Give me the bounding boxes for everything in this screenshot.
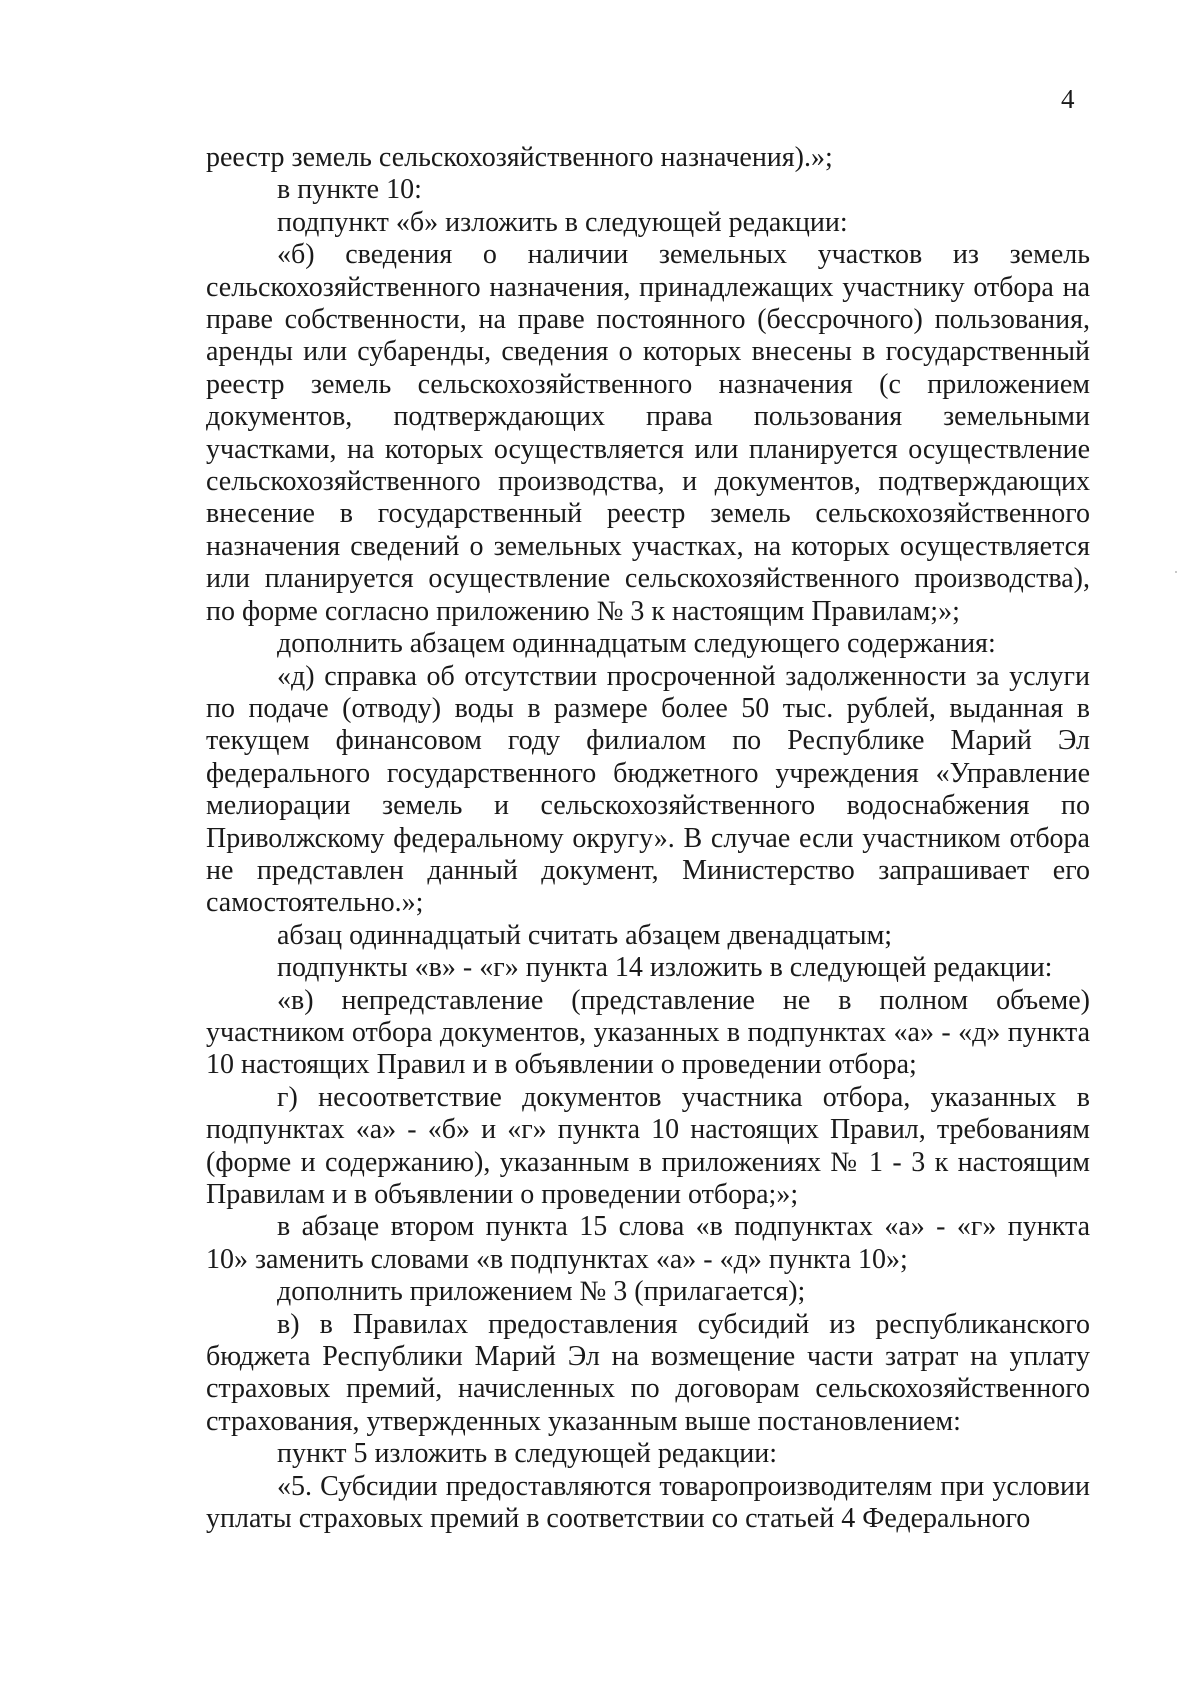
- paragraph: в абзаце втором пункта 15 слова «в подпунктах «а» - «г» пункта 10» заменить словами «в подпунктах «а» - «д» пункта 10»;: [206, 1211, 1090, 1275]
- paragraph: «5. Субсидии предоставляются товаропроизводителям при условии уплаты страховых премий в соответствии со статьей 4 Федерального: [206, 1470, 1090, 1535]
- paragraph: подпункт «б» изложить в следующей редакции:: [277, 206, 848, 238]
- paragraph: «в) непредставление (представление не в полном объеме) участником отбора документов, указанных в подпунктах «а» - «д» пункта 10 настоящих Правил и в объявлении о проведении отбора;: [206, 984, 1090, 1081]
- paragraph: г) несоответствие документов участника отбора, указанных в подпунктах «а» - «б» и «г» пункта 10 настоящих Правил, требованиям (форме и содержанию), указанным в приложениях № 1 - 3 к настоящим Правилам и в объявлении о проведении отбора;»;: [206, 1081, 1090, 1210]
- page-number: 4: [1061, 84, 1075, 114]
- paragraph: в) в Правилах предоставления субсидий из республиканского бюджета Республики Марий Эл на возмещение части затрат на уплату страховых премий, начисленных по договорам сельскохозяйственного страхования, утвержденных указанным выше постановлением:: [206, 1308, 1090, 1437]
- paragraph: дополнить приложением № 3 (прилагается);: [277, 1276, 806, 1308]
- paragraph: абзац одиннадцатый считать абзацем двенадцатым;: [277, 919, 893, 951]
- paragraph: «д) справка об отсутствии просроченной задолженности за услуги по подаче (отводу) воды в размере более 50 тыс. рублей, выданная в текущем финансовом году филиалом по Республике Марий Эл федерального государственного бюджетного учреждения «Управление мелиорации земель и сельскохозяйственного водоснабжения по Приволжскому федеральному округу». В случае если участником отбора не представлен данный документ, Министерство запрашивает его самостоятельно.»;: [206, 660, 1090, 919]
- paragraph: дополнить абзацем одиннадцатым следующего содержания:: [277, 628, 996, 660]
- paragraph: «б) сведения о наличии земельных участков из земель сельскохозяйственного назначения, принадлежащих участнику отбора на праве собственности, на праве постоянного (бессрочного) пользования, аренды или субаренды, сведения о которых внесены в государственный реестр земель сельскохозяйственного назначения (с приложением документов, подтверждающих права пользования земельными участками, на которых осуществляется или планируется осуществление сельскохозяйственного производства, и документов, подтверждающих внесение в государственный реестр земель сельскохозяйственного назначения сведений о земельных участках, на которых осуществляется или планируется осуществление сельскохозяйственного производства), по форме согласно приложению № 3 к настоящим Правилам;»;: [206, 239, 1090, 627]
- scan-speck: [1175, 571, 1177, 573]
- paragraph: пункт 5 изложить в следующей редакции:: [277, 1438, 777, 1470]
- paragraph: реестр земель сельскохозяйственного назначения).»;: [206, 142, 833, 173]
- document-body: [206, 142, 1090, 1535]
- paragraph: подпункты «в» - «г» пункта 14 изложить в следующей редакции:: [277, 952, 1053, 984]
- paragraph: в пункте 10:: [277, 174, 422, 206]
